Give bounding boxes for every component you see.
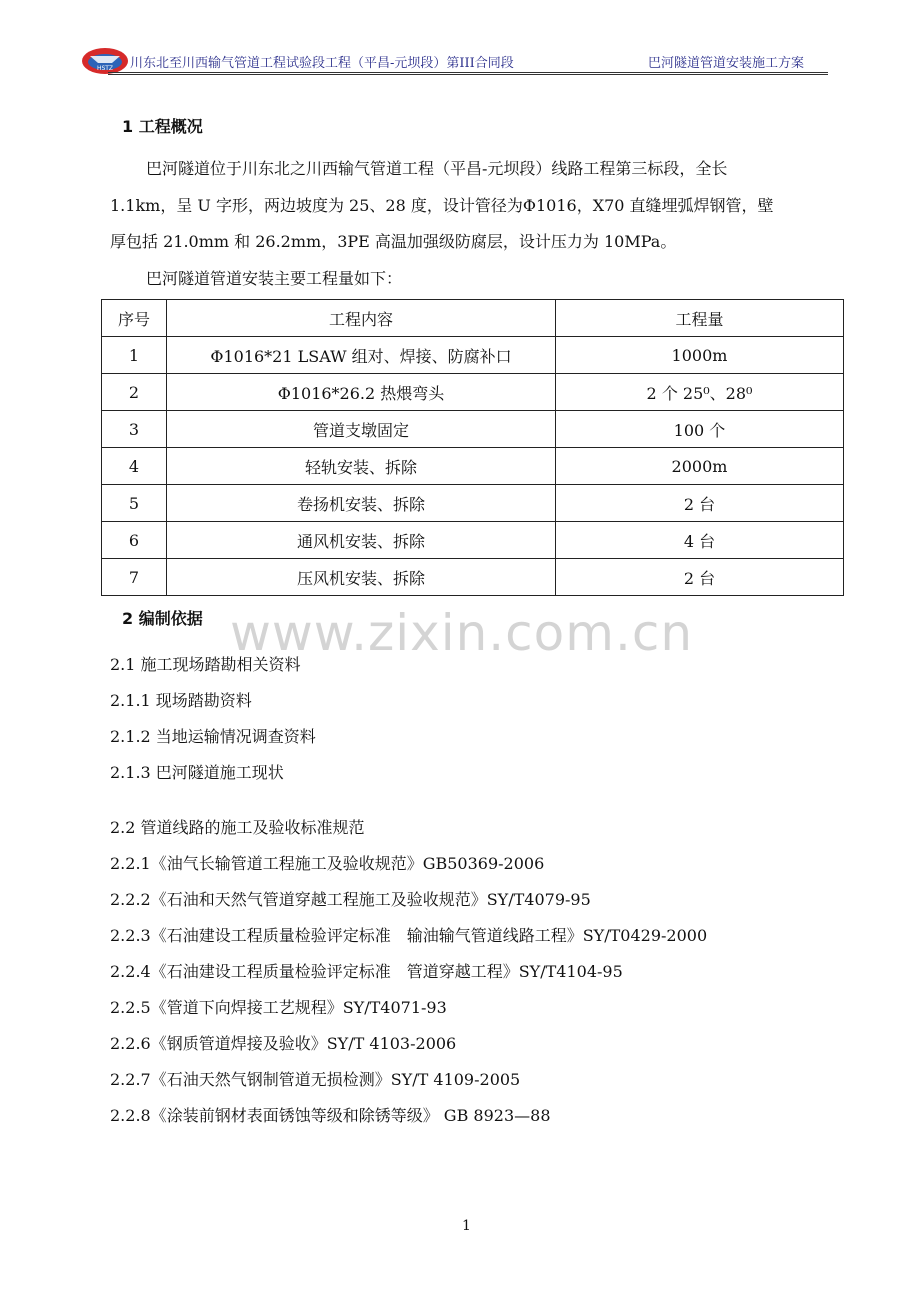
list-item: 2.2 管道线路的施工及验收标准规范	[110, 818, 365, 837]
table-cell: 压风机安装、拆除	[167, 559, 556, 596]
section-1-para1-line3: 厚包括 21.0mm 和 26.2mm，3PE 高温加强级防腐层，设计压力为 10MPa。	[110, 232, 677, 251]
table-row	[102, 411, 844, 448]
page-header	[80, 42, 828, 74]
list-item: 2.1.3 巴河隧道施工现状	[110, 763, 284, 782]
table-row	[102, 522, 844, 559]
table-cell: 5	[102, 485, 167, 522]
section-1-heading: 1 工程概况	[122, 117, 203, 136]
list-item: 2.1.1 现场踏勘资料	[110, 691, 252, 710]
table-row	[102, 337, 844, 374]
list-item: 2.1 施工现场踏勘相关资料	[110, 655, 301, 674]
table-cell: 2 个 25⁰、28⁰	[556, 374, 844, 411]
section-2-heading: 2 编制依据	[122, 609, 203, 628]
header-document-title: 巴河隧道管道安装施工方案	[647, 56, 804, 71]
table-cell: 轻轨安装、拆除	[167, 448, 556, 485]
table-cell: 3	[102, 411, 167, 448]
table-cell: Φ1016*21 LSAW 组对、焊接、防腐补口	[167, 337, 556, 374]
table-row	[102, 374, 844, 411]
table-cell: 4	[102, 448, 167, 485]
list-item: 2.2.8《涂装前钢材表面锈蚀等级和除锈等级》 GB 8923—88	[110, 1106, 551, 1125]
table-cell: 7	[102, 559, 167, 596]
table-cell: 2000m	[556, 448, 844, 485]
list-item: 2.2.4《石油建设工程质量检验评定标准 管道穿越工程》SY/T4104-95	[110, 962, 623, 981]
table-cell: 1	[102, 337, 167, 374]
section-1-para1-line1: 巴河隧道位于川东北之川西输气管道工程（平昌-元坝段）线路工程第三标段，全长	[146, 159, 728, 178]
table-header-cell: 工程内容	[167, 300, 556, 337]
table-cell: 2 台	[556, 559, 844, 596]
list-item: 2.2.3《石油建设工程质量检验评定标准 输油输气管道线路工程》SY/T0429-2000	[110, 926, 708, 945]
table-cell: 100 个	[556, 411, 844, 448]
table-header-row	[102, 300, 844, 337]
table-cell: 2	[102, 374, 167, 411]
table-cell: 1000m	[556, 337, 844, 374]
header-rule	[108, 72, 828, 73]
table-cell: 2 台	[556, 485, 844, 522]
list-item: 2.2.2《石油和天然气管道穿越工程施工及验收规范》SY/T4079-95	[110, 890, 591, 909]
list-item: 2.2.1《油气长输管道工程施工及验收规范》GB50369-2006	[110, 854, 545, 873]
site-watermark: www.zixin.com.cn	[230, 604, 694, 662]
table-cell: 卷扬机安装、拆除	[167, 485, 556, 522]
list-item: 2.1.2 当地运输情况调查资料	[110, 727, 316, 746]
header-project-title: 川东北至川西输气管道工程试验段工程（平昌-元坝段）第III合同段	[130, 56, 514, 71]
table-cell: 通风机安装、拆除	[167, 522, 556, 559]
table-row	[102, 559, 844, 596]
table-cell: 6	[102, 522, 167, 559]
list-item: 2.2.6《钢质管道焊接及验收》SY/T 4103-2006	[110, 1034, 457, 1053]
section-1-para1-line2: 1.1km，呈 U 字形，两边坡度为 25、28 度，设计管径为Φ1016，X70 直缝埋弧焊钢管，壁	[110, 196, 774, 215]
quantities-table	[101, 299, 844, 596]
table-header-cell: 工程量	[556, 300, 844, 337]
table-cell: 管道支墩固定	[167, 411, 556, 448]
section-1-para2: 巴河隧道管道安装主要工程量如下：	[146, 269, 403, 288]
table-row	[102, 448, 844, 485]
header-rule-secondary	[108, 74, 828, 75]
list-item: 2.2.7《石油天然气钢制管道无损检测》SY/T 4109-2005	[110, 1070, 521, 1089]
page-number: 1	[462, 1218, 471, 1234]
table-cell: 4 台	[556, 522, 844, 559]
table-header-cell: 序号	[102, 300, 167, 337]
table-cell: Φ1016*26.2 热煨弯头	[167, 374, 556, 411]
svg-text:HSTZ: HSTZ	[96, 65, 114, 72]
table-row	[102, 485, 844, 522]
list-item: 2.2.5《管道下向焊接工艺规程》SY/T4071-93	[110, 998, 447, 1017]
